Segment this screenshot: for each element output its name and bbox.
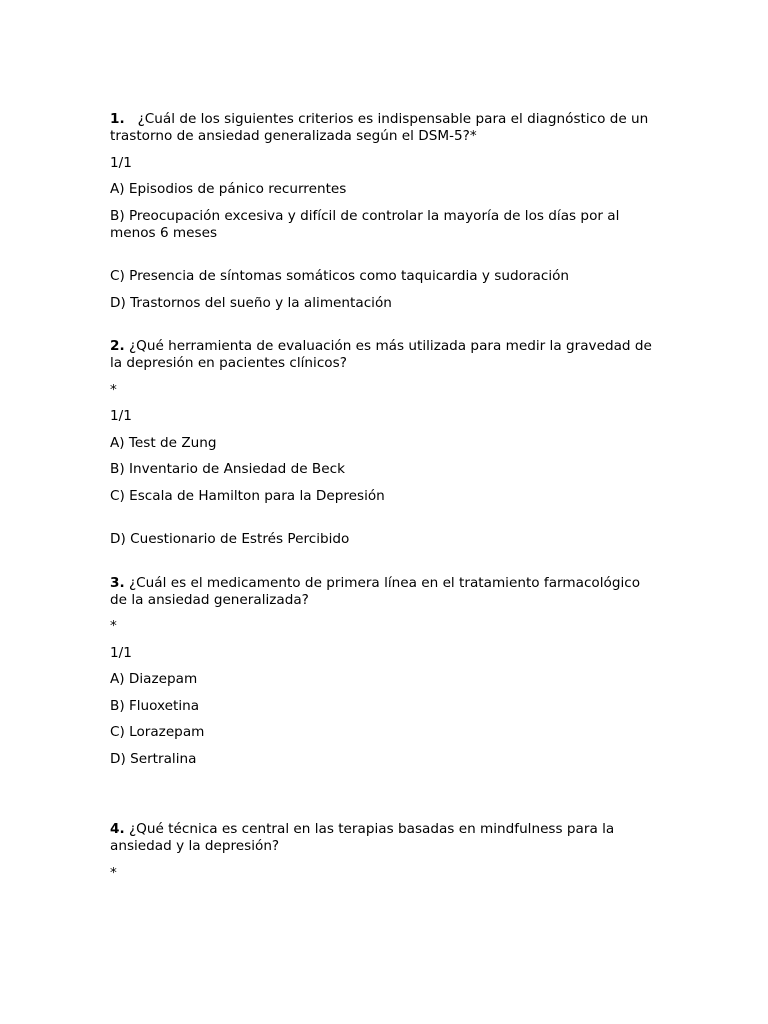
question-2 [110, 338, 658, 548]
question-number: 4. [110, 821, 125, 837]
question-text: ¿Qué técnica es central en las terapias basadas en mindfulness para la ansiedad y la depresión? [110, 821, 615, 854]
option-a: A) Test de Zung [110, 434, 217, 451]
question-number: 3. [110, 574, 125, 591]
question-text: ¿Cuál de los siguientes criterios es indispensable para el diagnóstico de un trastorno de ansiedad generalizada según el DSM-5?* [110, 111, 649, 144]
question-score: 1/1 [110, 408, 132, 424]
question-4-prompt [110, 821, 658, 855]
question-3 [110, 575, 658, 768]
spacer [110, 777, 658, 821]
spacer [110, 321, 658, 338]
required-asterisk: * [110, 381, 117, 398]
question-number: 1. [110, 111, 125, 127]
option-d: D) Sertralina [110, 750, 197, 767]
option-d: D) Cuestionario de Estrés Percibido [110, 531, 350, 547]
spacer [110, 558, 658, 575]
option-b: B) Inventario de Ansiedad de Beck [110, 461, 345, 477]
question-number: 2. [110, 338, 125, 354]
question-3-prompt [110, 575, 658, 609]
option-c: C) Escala de Hamilton para la Depresión [110, 487, 385, 504]
option-d: D) Trastornos del sueño y la alimentación [110, 294, 392, 311]
question-4 [110, 821, 658, 882]
required-asterisk: * [110, 864, 117, 881]
option-a: A) Episodios de pánico recurrentes [110, 181, 347, 197]
option-c: C) Presencia de síntomas somáticos como taquicardia y sudoración [110, 268, 570, 284]
required-asterisk: * [110, 618, 117, 634]
question-score: 1/1 [110, 644, 132, 661]
question-text: ¿Qué herramienta de evaluación es más utilizada para medir la gravedad de la depresión en pacientes clínicos? [110, 338, 652, 371]
question-2-prompt [110, 338, 658, 372]
option-b: B) Fluoxetina [110, 697, 200, 714]
question-score: 1/1 [110, 154, 132, 171]
option-a: A) Diazepam [110, 671, 198, 687]
spacer [110, 251, 658, 268]
question-1 [110, 111, 658, 312]
option-b: B) Preocupación excesiva y difícil de controlar la mayoría de los días por al menos 6 meses [110, 207, 620, 241]
spacer [110, 514, 658, 531]
question-text: ¿Cuál es el medicamento de primera línea en el tratamiento farmacológico de la ansiedad generalizada? [110, 574, 641, 608]
document-page [110, 111, 658, 891]
option-c: C) Lorazepam [110, 724, 205, 740]
question-1-prompt [110, 111, 658, 145]
